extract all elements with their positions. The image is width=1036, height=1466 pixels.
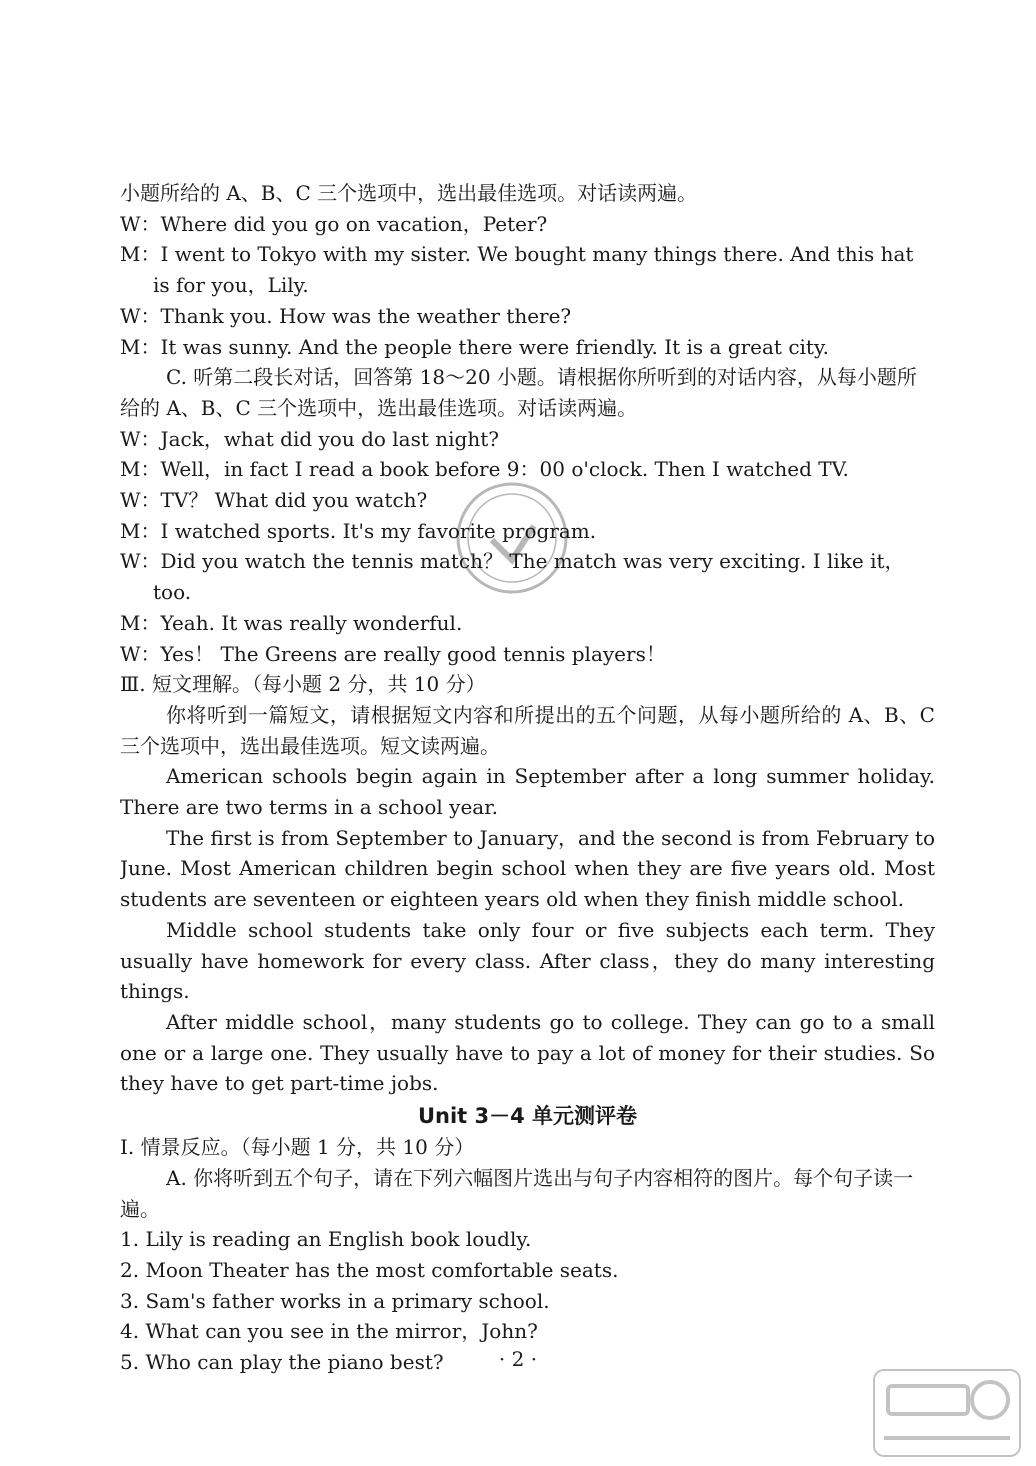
page-number: · 2 ·: [498, 1347, 538, 1371]
dialogue-line: W：Thank you. How was the weather there?: [120, 303, 572, 328]
dialogue-line: W：Yes！ The Greens are really good tennis players！: [120, 641, 666, 666]
dialogue-line: M：I watched sports. It's my favorite program.: [120, 518, 597, 543]
dialogue-line: W：Did you watch the tennis match？ The match was very exciting. I like it，too.: [120, 549, 905, 605]
watermark-stamp-icon: [452, 478, 572, 598]
passage-paragraph: The first is from September to January，and the second is from February to June. Most American children begin school when they are five years old. Most students are seventeen or eighteen years old when they finish middle school.: [120, 825, 935, 912]
sentence-item: 1. Lily is reading an English book loudly.: [120, 1227, 532, 1252]
sentence-item: 5. Who can play the piano best?: [120, 1350, 444, 1375]
sentence-item: 3. Sam's father works in a primary school.: [120, 1288, 550, 1313]
passage-paragraph: After middle school，many students go to college. They can go to a small one or a large one. They usually have to pay a lot of money for their studies. So they have to get part-time jobs.: [120, 1009, 935, 1096]
dialogue-line: W：TV？ What did you watch?: [120, 488, 428, 513]
section-c-instruction: C. 听第二段长对话，回答第 18～20 小题。请根据你所听到的对话内容，从每小题所给的 A、B、C 三个选项中，选出最佳选项。对话读两遍。: [120, 365, 917, 420]
dialogue-line: M：Well，in fact I read a book before 9：00 o'clock. Then I watched TV.: [120, 457, 849, 482]
section-iii-title: Ⅲ. 短文理解。（每小题 2 分，共 10 分）: [120, 672, 486, 697]
dialogue-line: M：It was sunny. And the people there were friendly. It is a great city.: [120, 334, 829, 359]
corner-logo-icon: [872, 1368, 1022, 1458]
sentence-item: 4. What can you see in the mirror，John?: [120, 1319, 538, 1344]
dialogue-line: W：Jack，what did you do last night?: [120, 426, 499, 451]
dialogue-line: M：Yeah. It was really wonderful.: [120, 610, 463, 635]
sentence-item: 2. Moon Theater has the most comfortable seats.: [120, 1257, 619, 1282]
instruction-continued: 小题所给的 A、B、C 三个选项中，选出最佳选项。对话读两遍。: [120, 181, 698, 205]
dialogue-line: M：I went to Tokyo with my sister. We bought many things there. And this hat is for you，Lily.: [120, 242, 914, 298]
passage-paragraph: Middle school students take only four or five subjects each term. They usually have homework for every class. After class，they do many interesting things.: [120, 917, 935, 1004]
page-content: [120, 178, 935, 1378]
section-iii-instruction: 你将听到一篇短文，请根据短文内容和所提出的五个问题，从每小题所给的 A、B、C 三个选项中，选出最佳选项。短文读两遍。: [120, 702, 935, 758]
dialogue-line: W：Where did you go on vacation，Peter?: [120, 211, 548, 236]
passage-paragraph: American schools begin again in September after a long summer holiday. There are two terms in a school year.: [120, 764, 935, 820]
unit-heading: Unit 3－4 单元测评卷: [417, 1104, 638, 1129]
section-i-title: Ⅰ. 情景反应。（每小题 1 分，共 10 分）: [120, 1135, 475, 1160]
section-i-instruction: A. 你将听到五个句子，请在下列六幅图片选出与句子内容相符的图片。每个句子读一遍。: [120, 1165, 914, 1221]
